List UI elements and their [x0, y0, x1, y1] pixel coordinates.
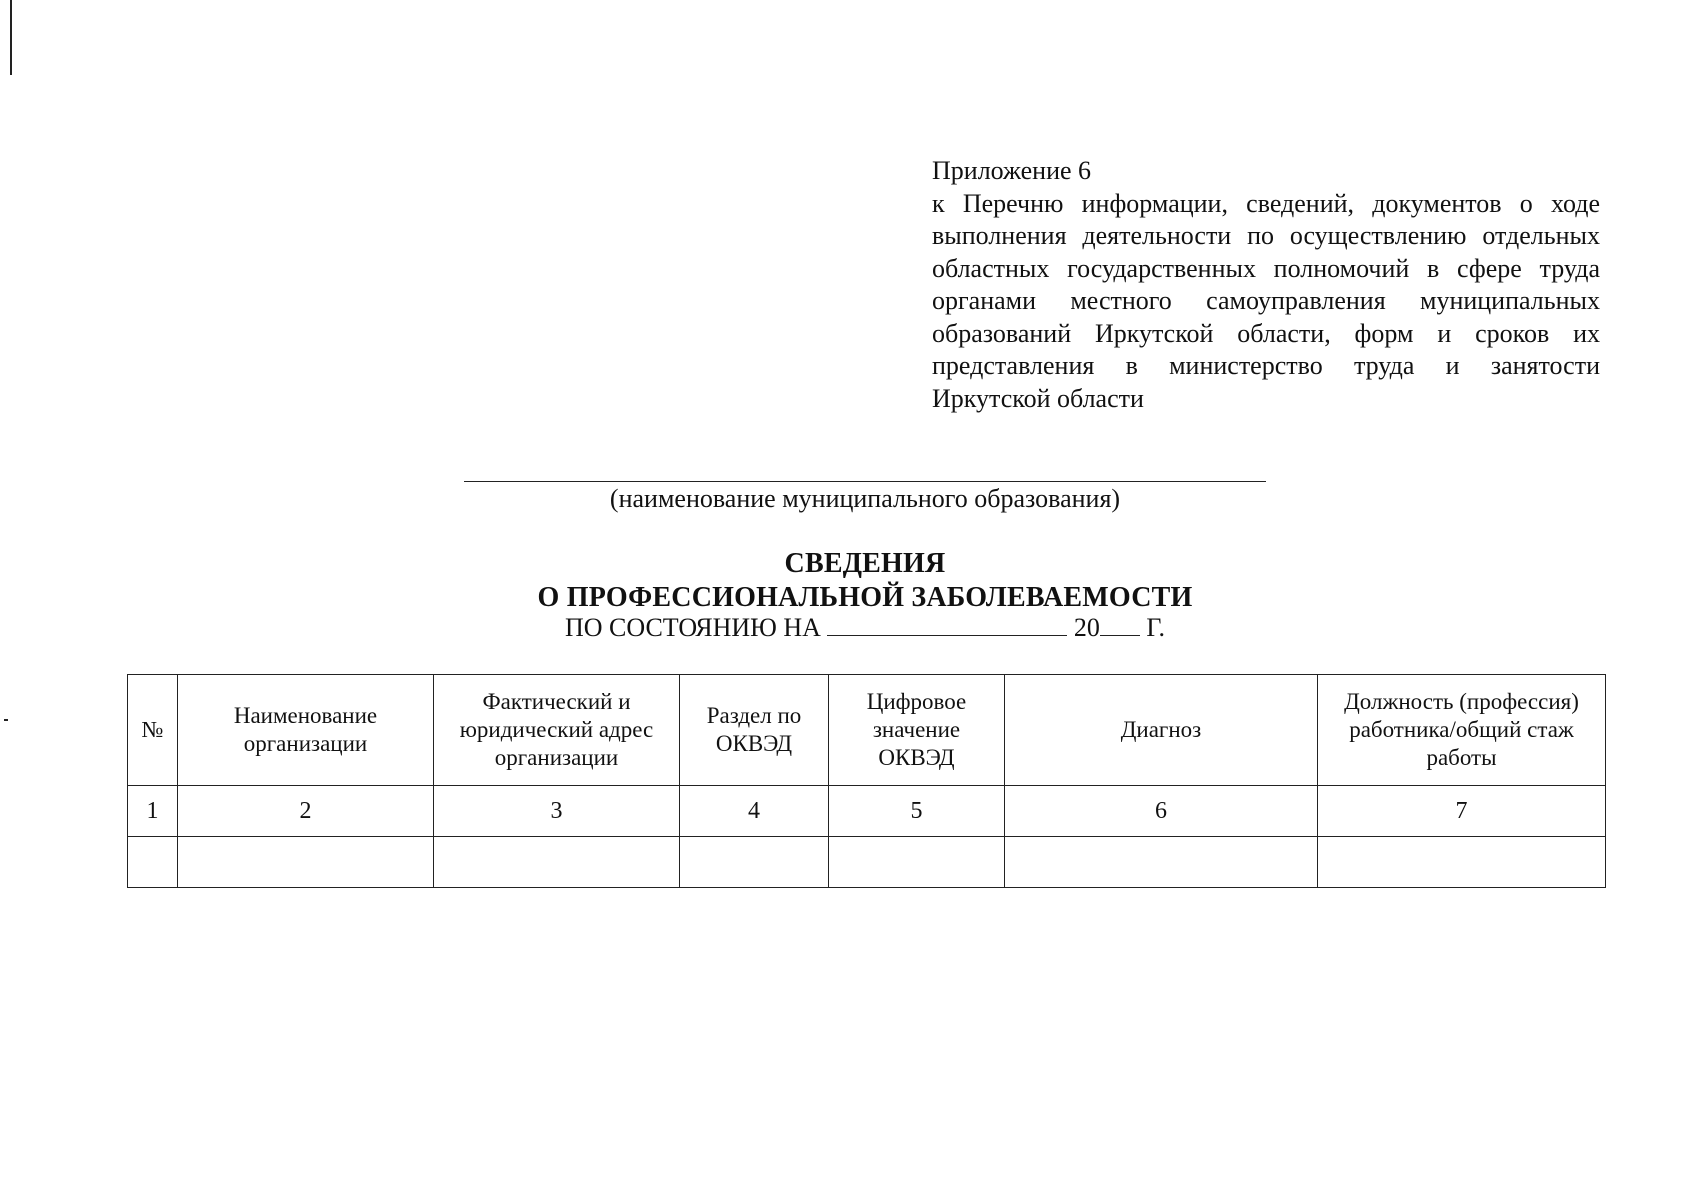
municipality-fill-line: [464, 481, 1266, 482]
column-number-cell: 2: [178, 786, 434, 837]
scan-edge-tick: [4, 719, 8, 721]
scan-edge-mark: [10, 0, 12, 75]
column-number-cell: 4: [680, 786, 829, 837]
occupational-disease-table: [127, 674, 1606, 888]
municipality-caption: (наименование муниципального образования): [609, 484, 1121, 513]
empty-cell: [434, 837, 680, 888]
appendix-title: Приложение 6: [932, 156, 1092, 185]
column-number-cell: 7: [1318, 786, 1606, 837]
year-suffix: Г.: [1146, 613, 1166, 642]
date-fill-line: [827, 613, 1067, 636]
empty-cell: [1318, 837, 1606, 888]
header-cell-position: Должность (профессия) работника/общий стаж работы: [1318, 675, 1606, 786]
column-number-cell: 5: [829, 786, 1005, 837]
empty-cell: [680, 837, 829, 888]
table-header-row: [128, 675, 1606, 786]
header-cell-number: №: [128, 675, 178, 786]
as-of-date-line: [464, 613, 1266, 643]
header-cell-okved-section: Раздел по ОКВЭД: [680, 675, 829, 786]
appendix-text: к Перечню информации, сведений, документов о ходе выполнения деятельности по осуществлению отдельных областных государственных полномочий в сфере труда органами местного самоуправления муниципальных образований Иркутской области, форм и сроков их представления в министерство труда и занятости Иркутской области: [932, 188, 1600, 413]
header-cell-okved-code: Цифровое значение ОКВЭД: [829, 675, 1005, 786]
empty-cell: [829, 837, 1005, 888]
column-number-row: [128, 786, 1606, 837]
empty-cell: [178, 837, 434, 888]
header-cell-diagnosis: Диагноз: [1005, 675, 1318, 786]
header-cell-organization: Наименование организации: [178, 675, 434, 786]
year-fill-line: [1100, 613, 1140, 636]
report-subtitle: О ПРОФЕССИОНАЛЬНОЙ ЗАБОЛЕВАЕМОСТИ: [537, 582, 1193, 613]
appendix-block: [932, 155, 1600, 415]
column-number-cell: 3: [434, 786, 680, 837]
empty-cell: [128, 837, 178, 888]
table-row: [128, 837, 1606, 888]
as-of-prefix: ПО СОСТОЯНИЮ НА: [564, 613, 821, 642]
column-number-cell: 6: [1005, 786, 1318, 837]
empty-cell: [1005, 837, 1318, 888]
report-title: СВЕДЕНИЯ: [784, 548, 946, 579]
year-prefix: 20: [1073, 613, 1100, 642]
column-number-cell: 1: [128, 786, 178, 837]
header-cell-address: Фактический и юридический адрес организации: [434, 675, 680, 786]
